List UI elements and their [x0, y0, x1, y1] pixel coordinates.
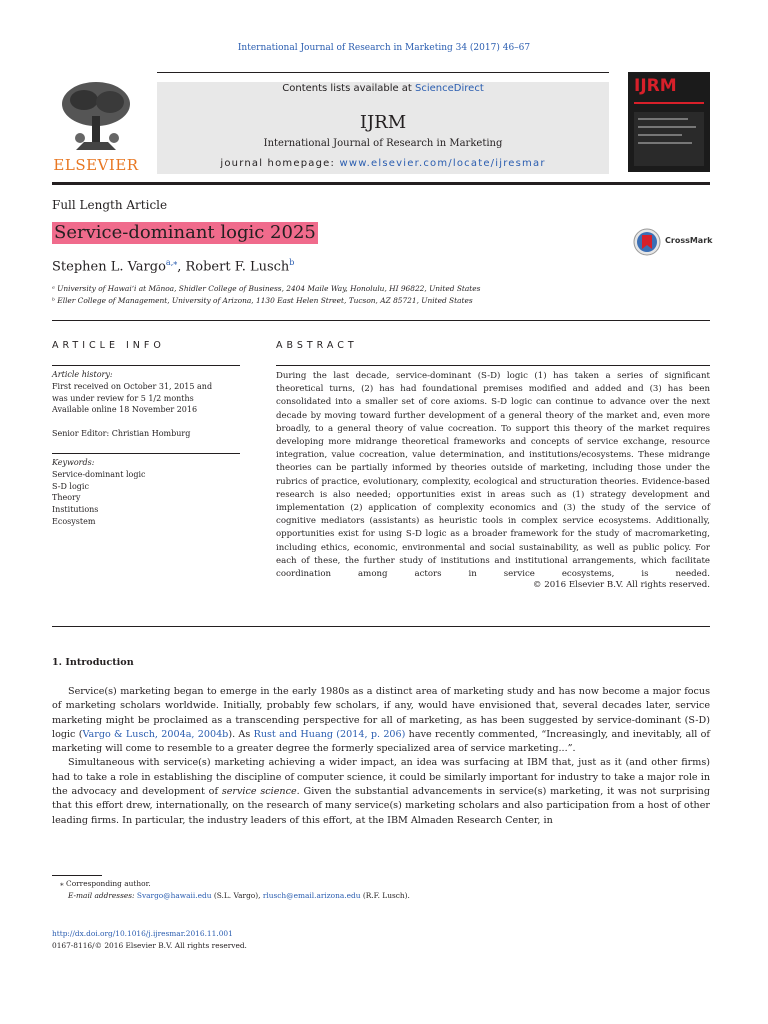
crossmark-label: CrossMark [665, 236, 713, 245]
text-run: have recently commented, “Increasingly, and inevitably, all of marketing will come to resemble to a greater degree the formerly specialized area of service marketing...”. [52, 728, 710, 755]
text-run: ). As [228, 728, 254, 740]
author-affiliation-marker[interactable]: a,⁎ [165, 258, 178, 267]
citation-link[interactable]: Vargo & Lusch, 2004a, 2004b [82, 728, 229, 740]
issn-copyright: 0167-8116/© 2016 Elsevier B.V. All rights reserved. [52, 941, 247, 950]
email-label: E-mail addresses: [68, 891, 137, 900]
text-run: Simultaneous with service(s) marketing achieving a wider impact, an idea was surfacing at IBM that, just as it (and other firms) had to take a role in establishing the discipline of computer science, it could be similarly important for industry to take a major role in the advocacy and development of [52, 757, 710, 798]
divider [52, 365, 240, 366]
header-top-rule [157, 72, 609, 73]
history-line: First received on October 31, 2015 and [52, 381, 213, 391]
crossmark-icon [633, 228, 661, 256]
homepage-link[interactable]: www.elsevier.com/locate/ijresmar [339, 158, 546, 169]
keyword: Theory [52, 493, 81, 503]
journal-abbreviation: IJRM [359, 112, 407, 133]
article-history [52, 369, 240, 416]
divider [52, 626, 710, 627]
email-addresses [68, 891, 410, 900]
affiliation: ᵃ University of Hawaiʻi at Mānoa, Shidler College of Business, 2404 Maile Way, Honolulu, HI 96822, United States [52, 284, 481, 293]
text-run: Service(s) marketing began to emerge in the early 1980s as a distinct area of marketing study and has now become a major focus of marketing scholars worldwide. Initially, probably few scholars, if any, would have envisioned that, several decades later, service marketing might be proclaimed as a transcending perspective for all of marketing, as has been suggested by service-dominant (S-D) logic ( [52, 686, 710, 740]
author-separator: , [177, 259, 186, 275]
keywords [52, 457, 240, 528]
elsevier-logo [52, 80, 140, 176]
section-heading: 1. Introduction [52, 657, 134, 668]
body-paragraph [52, 685, 710, 828]
keyword: Service-dominant logic [52, 469, 146, 479]
abstract-text: During the last decade, service-dominant (S-D) logic (1) has taken a series of significant theoretical turns, (2) has had foundational premises modified and added and (3) has been consolidated into a smaller set of core axioms. S-D logic can continue to advance over the next decade by moving toward further development of a general theory of the market and, even more broadly, to a general theory of value cocreation. To support this theory of the market requires developing more midrange theoretical frameworks and concepts of service exchange, resource integration, value cocreation, value determination, and institutions/ecosystems. These midrange theories can be partially informed by theories outside of marketing, including those under the rubrics of practice, evolutionary, complexity, ecological and structuration theories. Evidence-based research is also needed; opportunities exist in areas such as (1) strategy development and implementation (2) application of complexity economics and (3) the study of the service of cognitive mediators (assistants) as heuristic tools in complex service ecosystems. Additionally, opportunities exist for using S-D logic as a broader framework for the study of macromarketing, including ethics, economic, environmental and social sustainability, as well as public policy. For each of these, the further study of institutions and institutional arrangements, which facilitate coordination among actors in service ecosystems, is needed. [276, 371, 710, 580]
doi-link[interactable]: http://dx.doi.org/10.1016/j.ijresmar.2016.11.001 [52, 929, 233, 938]
journal-cover-image [628, 72, 710, 172]
author-name: Robert F. Lusch [185, 259, 290, 275]
footnote-rule [52, 875, 102, 876]
keyword: Ecosystem [52, 516, 96, 526]
divider [52, 453, 240, 454]
emphasis: service science [221, 786, 297, 798]
senior-editor: Senior Editor: Christian Homburg [52, 429, 191, 438]
author-affiliation-marker[interactable]: b [289, 258, 295, 267]
divider [52, 320, 710, 321]
abstract-copyright: © 2016 Elsevier B.V. All rights reserved. [532, 580, 710, 590]
cover-title: IJRM [634, 76, 677, 96]
journal-banner [157, 82, 609, 174]
history-line: Available online 18 November 2016 [52, 405, 198, 415]
divider [276, 365, 710, 366]
elsevier-wordmark: ELSEVIER [53, 156, 139, 174]
crossmark-button[interactable] [633, 228, 713, 256]
email-owner: (R.F. Lusch). [360, 891, 410, 900]
author-list [52, 258, 294, 274]
history-line: was under review for 5 1/2 months [52, 393, 194, 403]
author-name: Stephen L. Vargo [52, 259, 166, 275]
keyword: S-D logic [52, 481, 89, 491]
homepage-prefix: journal homepage: [220, 158, 340, 169]
journal-citation[interactable]: International Journal of Research in Marketing 34 (2017) 46–67 [237, 43, 531, 53]
corresponding-author-note: ⁎ Corresponding author. [60, 879, 151, 888]
journal-full-name: International Journal of Research in Marketing [263, 138, 503, 149]
header-bottom-rule [52, 182, 710, 185]
article-info-heading: ARTICLE INFO [52, 340, 165, 351]
email-link[interactable]: Svargo@hawaii.edu [136, 891, 212, 900]
abstract-heading: ABSTRACT [276, 340, 358, 351]
email-link[interactable]: rlusch@email.arizona.edu [262, 891, 361, 900]
contents-prefix: Contents lists available at [282, 83, 416, 94]
history-label: Article history: [52, 370, 113, 379]
body-paragraph [52, 756, 710, 827]
sciencedirect-link[interactable]: ScienceDirect [415, 83, 484, 94]
email-owner: (S.L. Vargo), [211, 891, 263, 900]
citation-link[interactable]: Rust and Huang (2014, p. 206) [253, 728, 406, 740]
elsevier-tree-icon [58, 80, 134, 156]
affiliation: ᵇ Eller College of Management, University of Arizona, 1130 East Helen Street, Tucson, AZ 85721, United States [52, 296, 473, 305]
journal-homepage [157, 158, 609, 169]
keyword: Institutions [52, 505, 99, 515]
article-title: Service-dominant logic 2025 [54, 222, 316, 243]
article-type: Full Length Article [52, 198, 168, 212]
keywords-label: Keywords: [52, 458, 95, 467]
contents-line [157, 83, 609, 94]
text-run: . Given the substantial advancements in service(s) marketing, it was not surprising that this effort drew, internationally, on the research of many service(s) marketing scholars and also participation from a host of other leading firms. In particular, the industry leaders of this effort, at the IBM Almaden Research Center, in [52, 786, 710, 826]
